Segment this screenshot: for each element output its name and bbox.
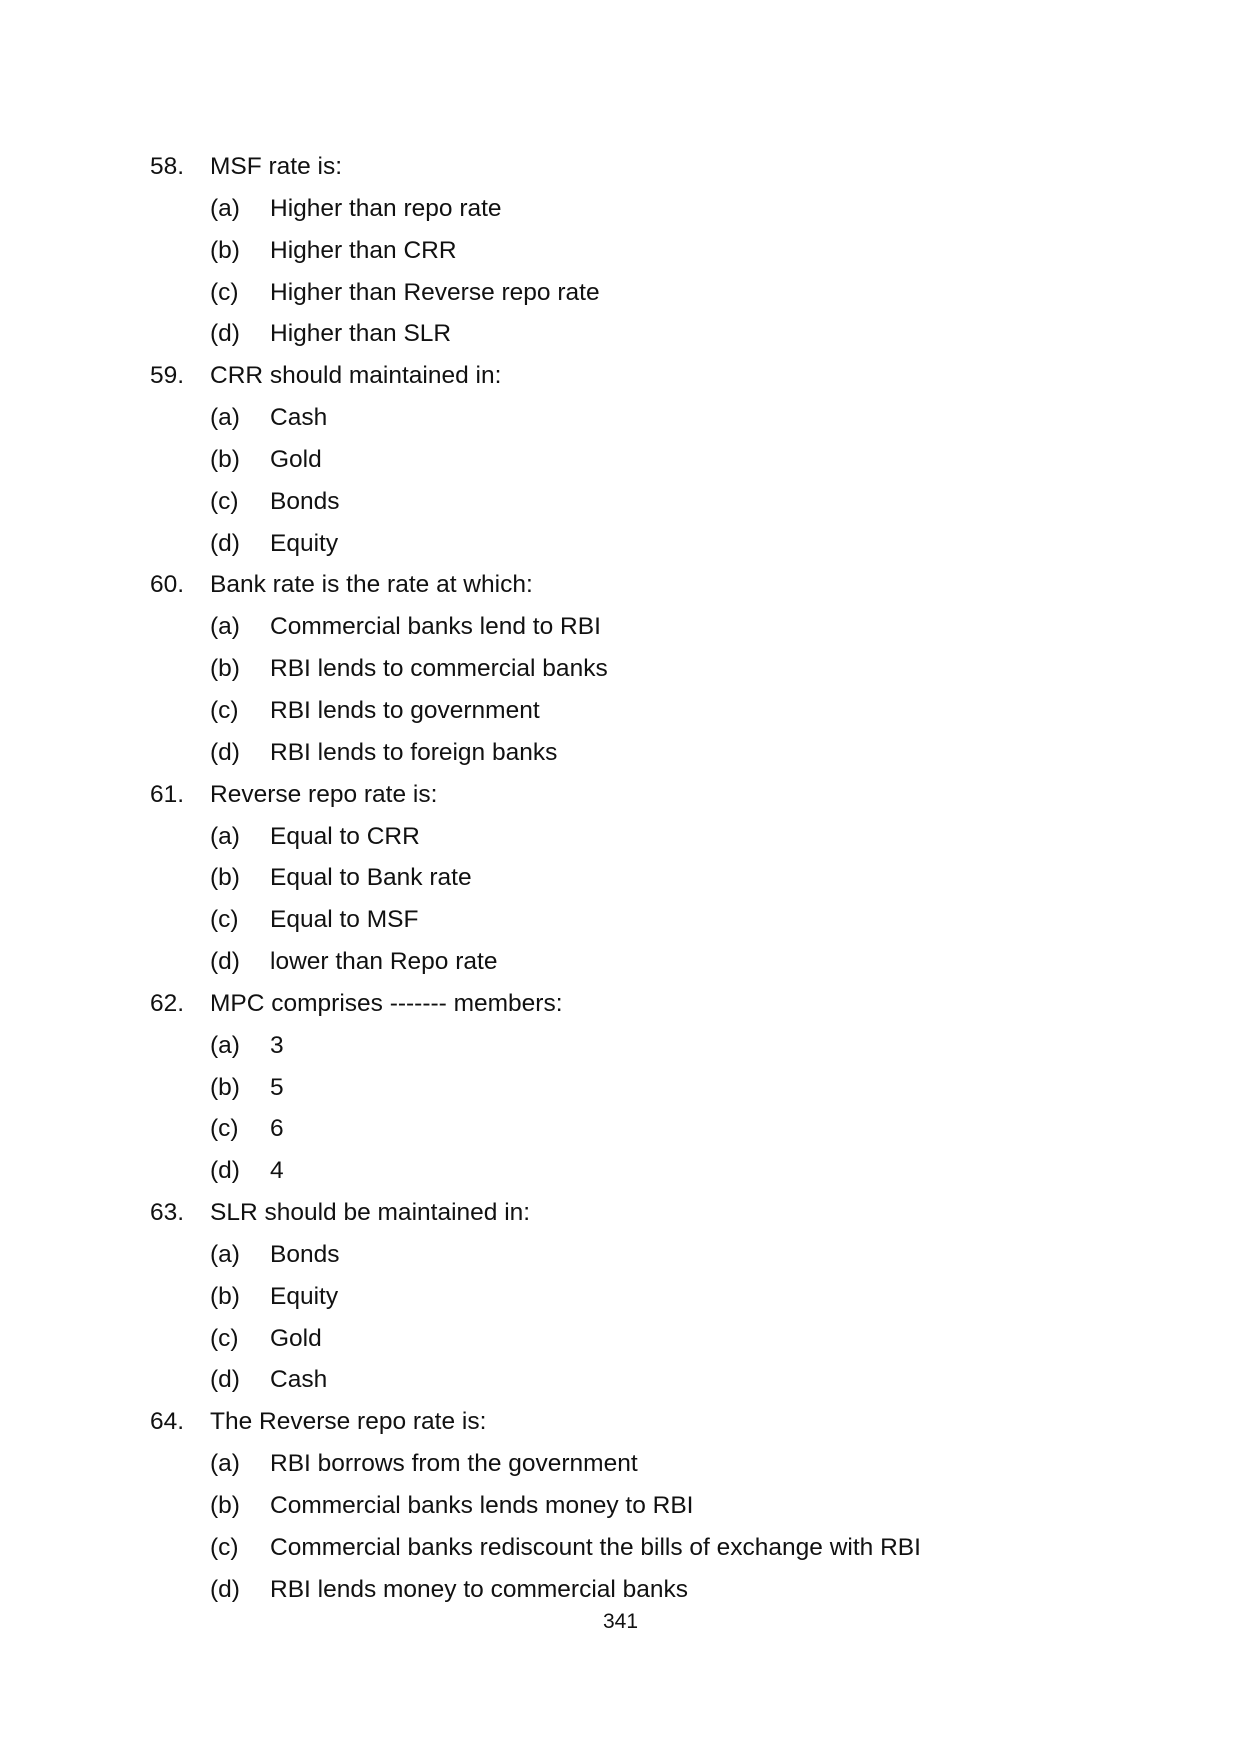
option-label: (b) [210,864,240,892]
option-text: Higher than SLR [270,320,452,348]
option [150,230,1150,272]
option [150,1234,1150,1276]
option-label: (a) [210,194,240,222]
question-text: MSF rate is: [210,153,343,180]
option [150,1527,1150,1569]
option [150,816,1150,858]
option-label: (b) [210,1073,240,1101]
question-number: 60. [150,571,185,599]
option-label: (d) [210,529,240,557]
option-label: (c) [210,1533,239,1561]
option-text: Equity [270,1282,339,1310]
question-text: SLR should be maintained in: [210,1199,531,1227]
option-label: (d) [210,1157,240,1185]
option [150,1318,1150,1360]
option [150,1067,1150,1109]
question-number: 63. [150,1199,185,1227]
option [150,397,1150,439]
option [150,1443,1150,1485]
option-text: Cash [270,1366,328,1394]
option-text: 5 [270,1073,284,1101]
option-label: (c) [210,487,239,515]
page-number: 341 [602,1610,639,1633]
question-text: Bank rate is the rate at which: [210,571,533,599]
question-number: 59. [150,362,185,390]
option-text: Equal to CRR [270,822,420,850]
option-text: Bonds [270,487,340,515]
question [150,1192,1150,1234]
option-label: (a) [210,1240,240,1268]
option-text: Cash [270,404,328,432]
option-label: (b) [210,655,240,683]
option-text: Bonds [270,1240,340,1268]
option-text: RBI lends to commercial banks [270,655,608,683]
option-text: 4 [270,1157,284,1185]
option-text: Equity [270,529,339,557]
option [150,523,1150,565]
option-label: (d) [210,948,240,976]
option [150,313,1150,355]
option-text: Commercial banks rediscount the bills of exchange with RBI [270,1533,921,1561]
option [150,648,1150,690]
question-list [150,146,1150,1611]
option-label: (c) [210,1324,239,1352]
option-text: RBI borrows from the government [270,1450,638,1478]
option-label: (a) [210,404,240,432]
option-label: (c) [210,696,239,724]
question [150,146,1150,188]
option [150,1150,1150,1192]
option-text: Gold [270,1324,322,1352]
option-label: (d) [210,1575,240,1603]
option-label: (a) [210,613,240,641]
option [150,1276,1150,1318]
question-number: 62. [150,989,185,1017]
option-label: (b) [210,236,240,264]
option-label: (c) [210,1115,239,1143]
question-number: 64. [150,1408,185,1436]
option-label: (d) [210,1366,240,1394]
option-text: 6 [270,1115,284,1143]
option-text: Higher than Reverse repo rate [270,278,600,306]
option-text: Equal to MSF [270,906,419,934]
question [150,1401,1150,1443]
option-label: (a) [210,822,240,850]
option [150,188,1150,230]
option [150,1359,1150,1401]
option-text: Higher than CRR [270,236,457,264]
option-text: RBI lends to government [270,696,540,724]
question [150,983,1150,1025]
option-text: lower than Repo rate [270,948,498,976]
question-number: 61. [150,780,185,808]
option-label: (a) [210,1450,240,1478]
option-text: Commercial banks lend to RBI [270,613,601,641]
question-number: 58. [150,153,185,180]
option [150,272,1150,314]
option-text: RBI lends money to commercial banks [270,1575,689,1603]
option [150,481,1150,523]
option [150,899,1150,941]
option [150,690,1150,732]
option [150,439,1150,481]
question-text: The Reverse repo rate is: [210,1408,487,1436]
option-label: (c) [210,278,239,306]
option [150,732,1150,774]
option-label: (d) [210,738,240,766]
option-text: Gold [270,445,322,473]
option-text: 3 [270,1031,284,1059]
option-text: Equal to Bank rate [270,864,472,892]
option [150,1485,1150,1527]
question-text: Reverse repo rate is: [210,780,438,808]
option-label: (a) [210,1031,240,1059]
option-label: (b) [210,1492,240,1519]
option [150,857,1150,899]
option-label: (c) [210,906,239,934]
option [150,941,1150,983]
option-text: Commercial banks lends money to RBI [270,1492,694,1519]
option-label: (b) [210,1282,240,1310]
option-label: (b) [210,445,240,473]
option-label: (d) [210,320,240,348]
option [150,1569,1150,1611]
option [150,606,1150,648]
question [150,355,1150,397]
question-text: MPC comprises ------- members: [210,989,563,1017]
question [150,774,1150,816]
option [150,1025,1150,1067]
option [150,1108,1150,1150]
option-text: RBI lends to foreign banks [270,738,558,766]
question-text: CRR should maintained in: [210,362,502,390]
option-text: Higher than repo rate [270,194,502,222]
question [150,564,1150,606]
